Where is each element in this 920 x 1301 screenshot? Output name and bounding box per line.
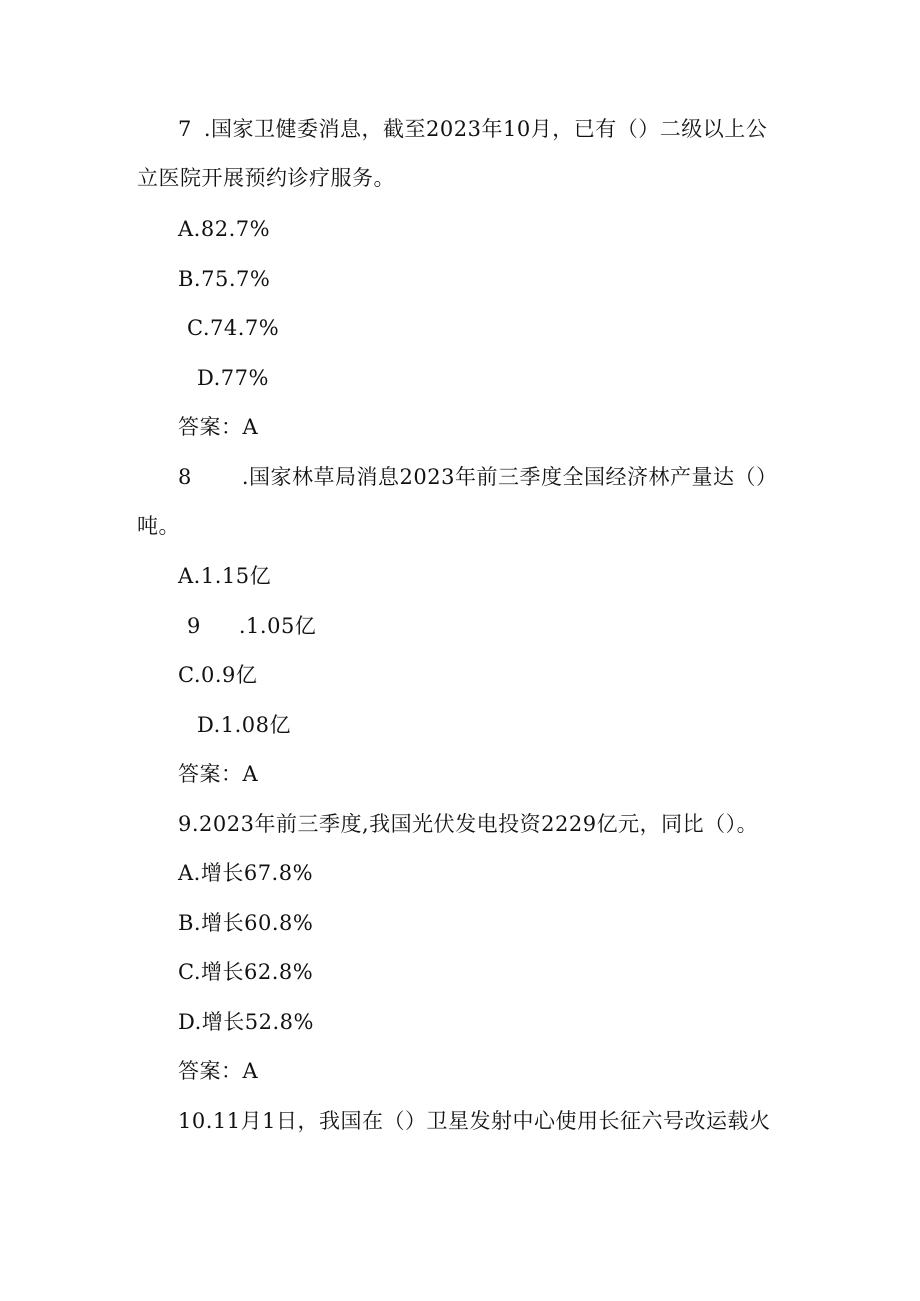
question-8-option-c: C.0.9亿 bbox=[178, 663, 258, 687]
question-7-answer: 答案：A bbox=[178, 415, 259, 439]
question-8-option-b-text: .1.05亿 bbox=[238, 614, 317, 638]
question-9-stem: 9.2023年前三季度,我国光伏发电投资2229亿元，同比（）。 bbox=[178, 812, 759, 836]
question-7-number: 7 bbox=[178, 117, 192, 141]
question-7-stem-text: .国家卫健委消息，截至2023年10月，已有（）二级以上公 bbox=[203, 117, 768, 141]
question-10-stem-line-1: 10.11月1日，我国在（）卫星发射中心使用长征六号改运载火 bbox=[178, 1109, 771, 1133]
question-9-option-a: A.增长67.8% bbox=[178, 861, 314, 885]
question-9-option-d: D.增长52.8% bbox=[178, 1010, 314, 1034]
question-7-option-d: D.77% bbox=[197, 366, 269, 390]
question-9-answer: 答案：A bbox=[178, 1059, 259, 1083]
question-7-stem-line-1 bbox=[178, 114, 767, 144]
question-7-stem-line-2: 立医院开展预约诊疗服务。 bbox=[137, 166, 395, 190]
question-9-option-b: B.增长60.8% bbox=[178, 911, 314, 935]
question-8-option-b-number: 9 bbox=[187, 614, 201, 638]
question-8-stem-line-1 bbox=[178, 462, 778, 492]
question-8-option-a: A.1.15亿 bbox=[178, 564, 272, 588]
question-8-stem-text: .国家林草局消息2023年前三季度全国经济林产量达（） bbox=[241, 465, 778, 489]
question-7-option-a: A.82.7% bbox=[178, 217, 271, 241]
question-7-option-c: C.74.7% bbox=[187, 316, 280, 340]
question-8-option-d: D.1.08亿 bbox=[197, 713, 292, 737]
question-8-number: 8 bbox=[178, 465, 192, 489]
question-8-option-b bbox=[187, 611, 316, 641]
question-8-answer: 答案：A bbox=[178, 762, 259, 786]
question-8-stem-line-2: 吨。 bbox=[137, 514, 180, 538]
question-7-option-b: B.75.7% bbox=[178, 267, 271, 291]
question-9-option-c: C.增长62.8% bbox=[178, 960, 314, 984]
